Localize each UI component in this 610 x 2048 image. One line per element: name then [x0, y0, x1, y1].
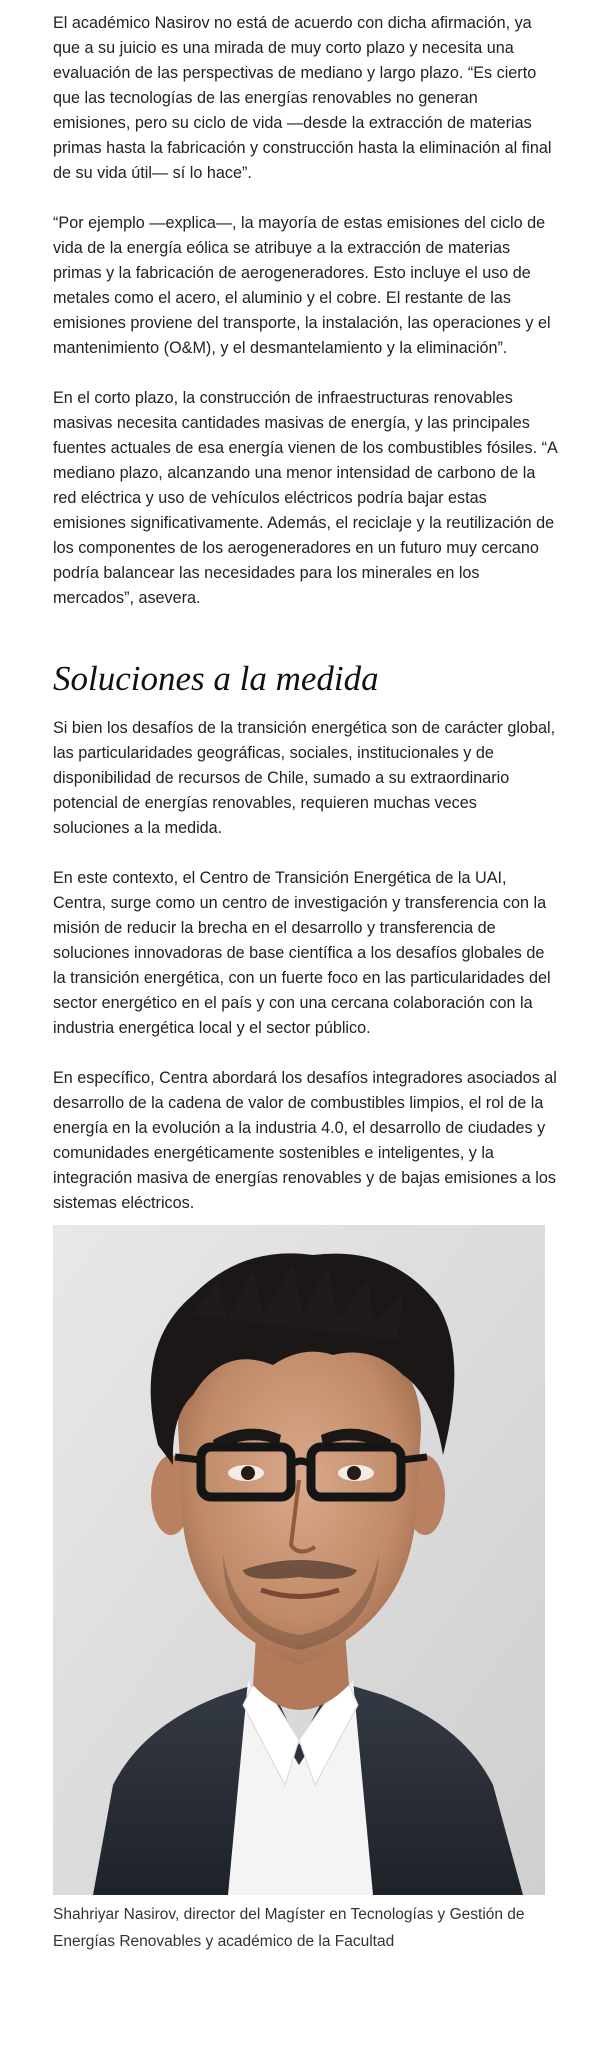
article-paragraph: En específico, Centra abordará los desafíos integradores asociados al desarrollo de la cadena de valor de combustibles limpios, el rol de la energía en la evolución a la industria 4.0, el desarrollo de ciudades y comunidades energéticamente sostenibles e inteligentes, y la integración masiva de energías renovables y de bajas emisiones a los sistemas eléctricos.: [53, 1069, 557, 1212]
article-body: [53, 0, 557, 1955]
photo-caption: Shahriyar Nasirov, director del Magíster en Tecnologías y Gestión de Energías Renovables y académico de la Facultad: [53, 1906, 525, 1950]
portrait-figure: [53, 1225, 557, 1955]
article-paragraph: En este contexto, el Centro de Transición Energética de la UAI, Centra, surge como un centro de investigación y transferencia con la misión de reducir la brecha en el desarrollo y transferencia de soluciones innovadoras de base científica a los desafíos globales de la transición energética, con un fuerte foco en las particularidades del sector energético en el país y con una cercana colaboración con la industria energética local y el sector público.: [53, 869, 551, 1037]
article-paragraph: El académico Nasirov no está de acuerdo con dicha afirmación, ya que a su juicio es una mirada de muy corto plazo y necesita una evaluación de las perspectivas de mediano y largo plazo. “Es cierto que las tecnologías de las energías renovables no generan emisiones, pero su ciclo de vida —desde la extracción de materias primas hasta la fabricación y construcción hasta la eliminación al final de su vida útil— sí lo hace”.: [53, 14, 552, 182]
article-paragraph: “Por ejemplo —explica—, la mayoría de estas emisiones del ciclo de vida de la energía eólica se atribuye a la extracción de materias primas y la fabricación de aerogeneradores. Esto incluye el uso de metales como el acero, el aluminio y el cobre. El restante de las emisiones proviene del transporte, la instalación, las operaciones y el mantenimiento (O&M), y el desmantelamiento y la eliminación”.: [53, 214, 551, 357]
article-paragraph: Si bien los desafíos de la transición energética son de carácter global, las particularidades geográficas, sociales, institucionales y de disponibilidad de recursos de Chile, sumado a su extraordinario potencial de energías renovables, requieren muchas veces soluciones a la medida.: [53, 719, 556, 837]
article-paragraph: En el corto plazo, la construcción de infraestructuras renovables masivas necesita cantidades masivas de energía, y las principales fuentes actuales de esa energía vienen de los combustibles fósiles. “A mediano plazo, alcanzando una menor intensidad de carbono de la red eléctrica y uso de vehículos eléctricos podría bajar estas emisiones significativamente. Además, el reciclaje y la reutilización de los componentes de los aerogeneradores en un futuro muy cercano podría balancear las necesidades para los minerales en los mercados”, asevera.: [53, 389, 557, 607]
portrait-illustration: [53, 1225, 545, 1895]
section-heading: Soluciones a la medida: [53, 659, 379, 698]
portrait-photo: [53, 1225, 545, 1895]
